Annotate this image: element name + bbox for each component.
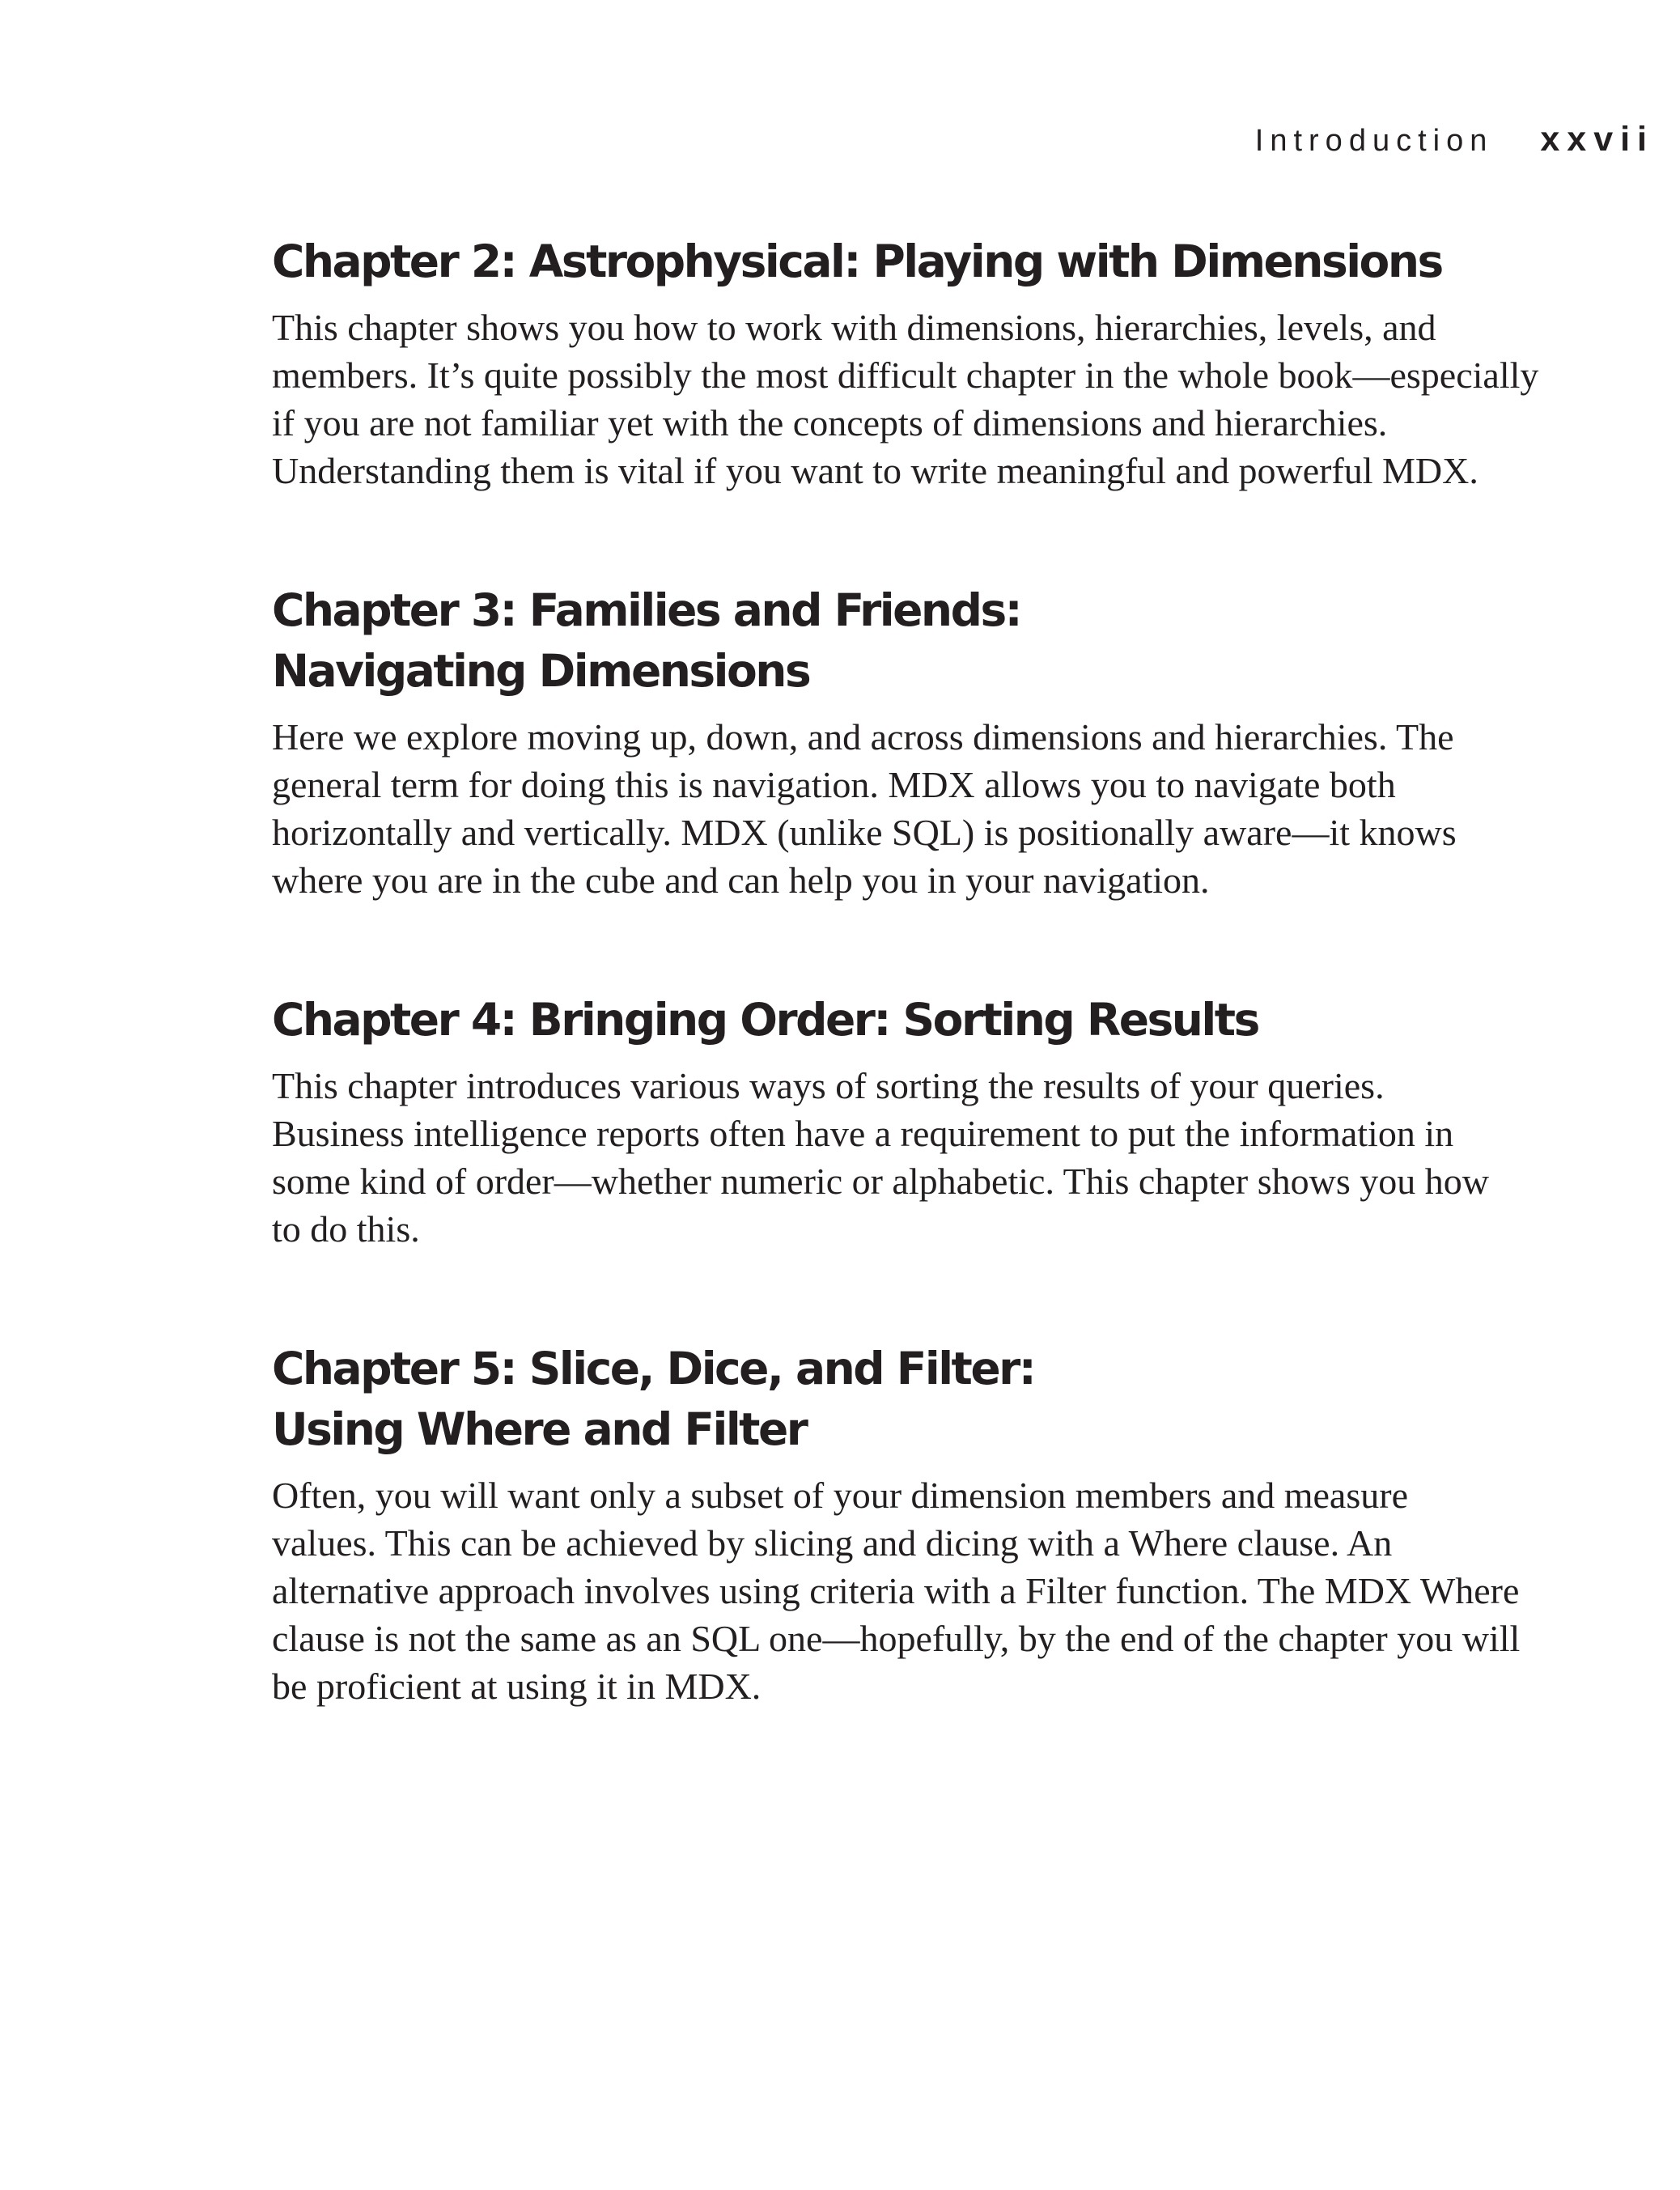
chapter-4-section (272, 990, 1534, 1253)
body-line: be proficient at using it in MDX. (272, 1666, 762, 1707)
body-line: alternative approach involves using criteria with a Filter function. The MDX Where (272, 1570, 1520, 1611)
body-line: values. This can be achieved by slicing and dicing with a Where clause. An (272, 1522, 1393, 1564)
body-line: members. It’s quite possibly the most difficult chapter in the whole book—especially (272, 354, 1539, 396)
chapter-description (272, 1062, 1534, 1253)
body-line: general term for doing this is navigation. MDX allows you to navigate both (272, 764, 1396, 805)
body-line: Often, you will want only a subset of your dimension members and measure (272, 1475, 1408, 1516)
chapter-title (272, 580, 1534, 702)
page-content (272, 231, 1539, 1710)
chapter-title (272, 231, 1534, 292)
body-line: if you are not familiar yet with the concepts of dimensions and hierarchies. (272, 402, 1388, 444)
chapter-description (272, 1471, 1534, 1710)
body-line: horizontally and vertically. MDX (unlike SQL) is positionally aware—it knows (272, 812, 1457, 853)
chapter-5-section (272, 1339, 1534, 1710)
body-line: to do this. (272, 1208, 420, 1250)
chapter-title-line: Chapter 2: Astrophysical: Playing with Dimensions (272, 236, 1442, 287)
body-line: This chapter shows you how to work with dimensions, hierarchies, levels, and (272, 307, 1436, 348)
body-line: Here we explore moving up, down, and across dimensions and hierarchies. The (272, 716, 1454, 758)
body-line: Understanding them is vital if you want to write meaningful and powerful MDX. (272, 450, 1478, 491)
chapter-title-line: Chapter 3: Families and Friends: (272, 584, 1021, 636)
chapter-2-section (272, 231, 1539, 494)
chapter-title (272, 990, 1534, 1050)
body-line: clause is not the same as an SQL one—hopefully, by the end of the chapter you will (272, 1618, 1521, 1659)
chapter-description (272, 303, 1539, 494)
chapter-title-line: Chapter 4: Bringing Order: Sorting Results (272, 994, 1258, 1046)
chapter-description (272, 713, 1534, 904)
running-head-section: Introduction (1254, 124, 1494, 158)
body-line: where you are in the cube and can help you in your navigation. (272, 859, 1210, 901)
chapter-title-line: Using Where and Filter (272, 1403, 807, 1455)
body-line: some kind of order—whether numeric or alphabetic. This chapter shows you how (272, 1161, 1489, 1202)
chapter-3-section (272, 580, 1534, 904)
chapter-title-line: Navigating Dimensions (272, 645, 810, 697)
running-head (1255, 120, 1654, 159)
page-number: xxvii (1540, 120, 1654, 159)
body-line: Business intelligence reports often have a requirement to put the information in (272, 1113, 1454, 1154)
chapter-title-line: Chapter 5: Slice, Dice, and Filter: (272, 1343, 1035, 1394)
body-line: This chapter introduces various ways of sorting the results of your queries. (272, 1065, 1385, 1106)
chapter-title (272, 1339, 1534, 1460)
